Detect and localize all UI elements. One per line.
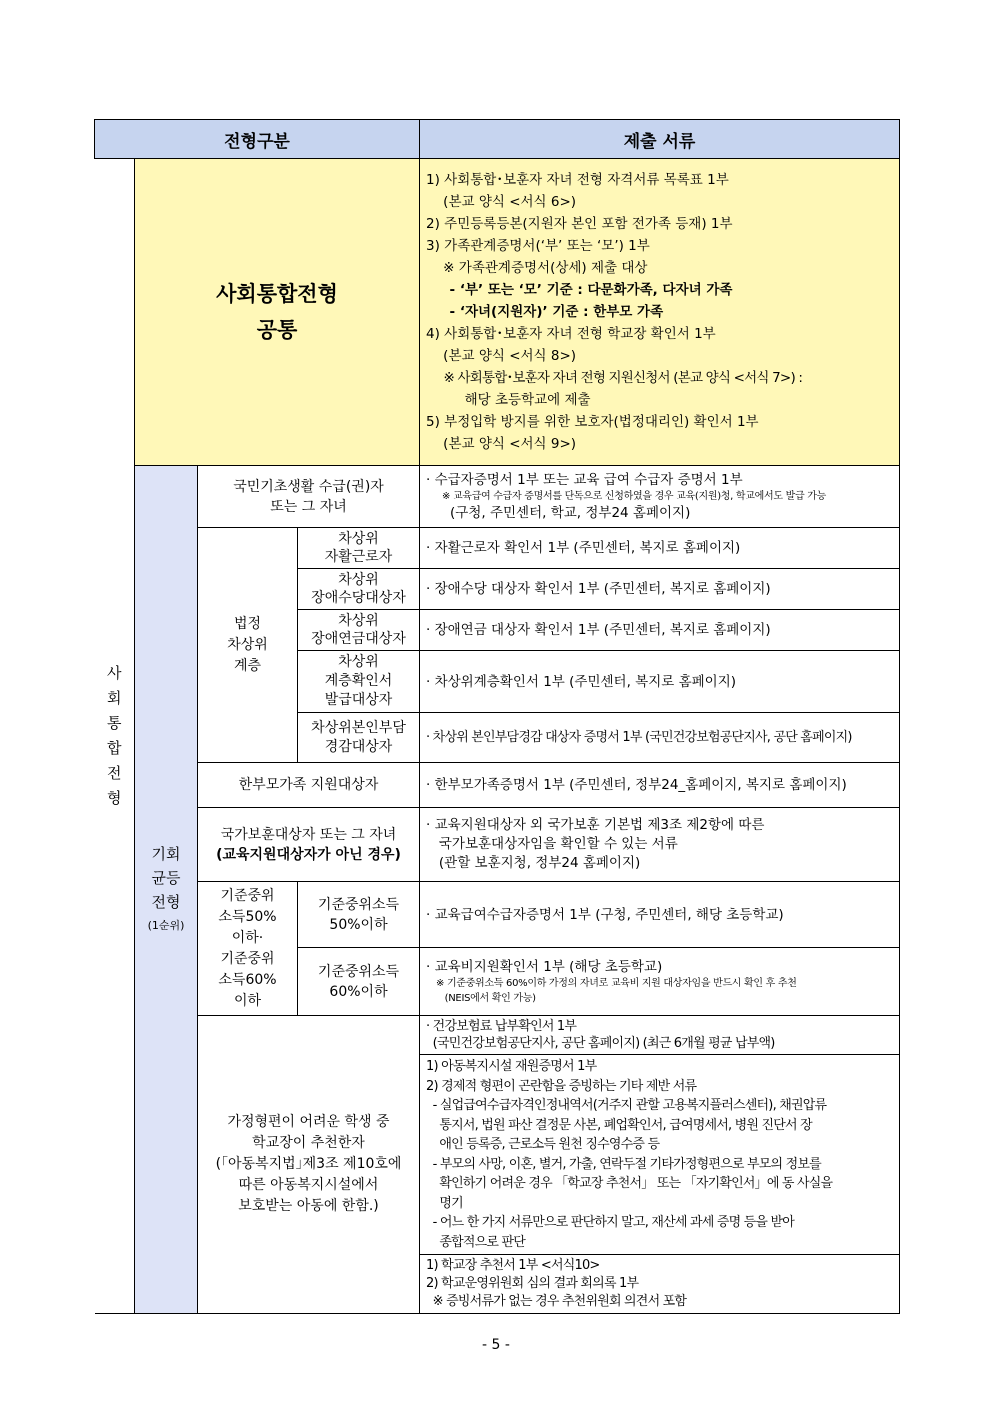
social-integration-group-label: 사 회 통 합 전 형 [95, 159, 135, 1314]
hardship-row [95, 1016, 900, 1055]
near-poverty-sub-category: 차상위 장애수당대상자 [298, 569, 420, 610]
single-parent-row [95, 763, 900, 808]
near-poverty-document: · 차상위계층확인서 1부 (주민센터, 복지로 홈페이지) [420, 651, 900, 713]
basic-living-category: 국민기초생활 수급(권)자 또는 그 자녀 [198, 466, 420, 528]
near-poverty-sub-category: 차상위본인부담 경감대상자 [298, 713, 420, 763]
legal-near-poverty-label: 법정 차상위 계층 [198, 528, 298, 763]
common-documents: 1) 사회통합･보훈자 자녀 전형 자격서류 목록표 1부 (본교 양식 <서식 6>) 2) 주민등록등본(지원자 본인 포함 전가족 등재) 1부 3) 가족관계증명서(‘부’ 또는 ‘모’) 1부 ※ 가족관계증명서(상세) 제출 대상 - ‘부’ 또는 ‘모’ 기준 : 다문화가족, 다자녀 가족 - ‘자녀(지원자)’ 기준 : 한부모 가족 4) 사회통합･보훈자 자녀 전형 학교장 확인서 1부 (본교 양식 <서식 8>) ※ 사회통합･보훈자 자녀 전형 지원신청서 (본교 양식 <서식 7>) : 해당 초등학교에 제출 5) 부정입학 방지를 위한 보호자(법정대리인) 확인서 1부 (본교 양식 <서식 9>) [420, 159, 900, 466]
veterans-row [95, 808, 900, 882]
near-poverty-document: · 자활근로자 확인서 1부 (주민센터, 복지로 홈페이지) [420, 528, 900, 569]
near-poverty-sub-category: 차상위 자활근로자 [298, 528, 420, 569]
near-poverty-document: · 장애연금 대상자 확인서 1부 (주민센터, 복지로 홈페이지) [420, 610, 900, 651]
hardship-insurance-documents: · 건강보험료 납부확인서 1부 (국민건강보험공단지사, 공단 홈페이지) (최근 6개월 평균 납부액) [420, 1016, 900, 1055]
page-number: - 5 - [482, 1337, 510, 1353]
median-income-row [95, 882, 900, 948]
near-poverty-row [95, 528, 900, 569]
near-poverty-document: · 장애수당 대상자 확인서 1부 (주민센터, 복지로 홈페이지) [420, 569, 900, 610]
common-row [95, 159, 900, 466]
median-income-document: · 교육비지원확인서 1부 (해당 초등학교) ※ 기준중위소득 60%이하 가정의 자녀로 교육비 지원 대상자임을 반드시 확인 후 추천 (NEIS에서 확인 가능) [420, 948, 900, 1016]
hardship-category: 가정형편이 어려운 학생 중 학교장이 추천한자 (｢아동복지법｣제3조 제10호에 따른 아동복지시설에서 보호받는 아동에 한함.) [198, 1016, 420, 1314]
common-title: 사회통합전형 공통 [135, 159, 420, 466]
hardship-recommendation-documents: 1) 학교장 추천서 1부 <서식10> 2) 학교운영위원회 심의 결과 회의록 1부 ※ 증빙서류가 없는 경우 추천위원회 의견서 포함 [420, 1255, 900, 1314]
required-documents-table [94, 119, 900, 1314]
near-poverty-document: · 차상위 본인부담경감 대상자 증명서 1부 (국민건강보험공단지사, 공단 홈페이지) [420, 713, 900, 763]
median-income-document: · 교육급여수급자증명서 1부 (구청, 주민센터, 해당 초등학교) [420, 882, 900, 948]
header-documents: 제출 서류 [420, 120, 900, 159]
opportunity-label: 기회 균등 전형 (1순위) [135, 466, 198, 1314]
veterans-documents: · 교육지원대상자 외 국가보훈 기본법 제3조 제2항에 따른 국가보훈대상자임을 확인할 수 있는 서류 (관할 보훈지청, 정부24 홈페이지) [420, 808, 900, 882]
table-header-row [95, 120, 900, 159]
veterans-category: 국가보훈대상자 또는 그 자녀 (교육지원대상자가 아닌 경우) [198, 808, 420, 882]
basic-living-row [95, 466, 900, 528]
near-poverty-sub-category: 차상위 장애연금대상자 [298, 610, 420, 651]
basic-living-documents: · 수급자증명서 1부 또는 교육 급여 수급자 증명서 1부 ※ 교육급여 수급자 증명서를 단독으로 신청하였을 경우 교육(지원)청, 학교에서도 발급 가능 (구청, 주민센터, 학교, 정부24 홈페이지) [420, 466, 900, 528]
median-income-sub-category: 기준중위소득 50%이하 [298, 882, 420, 948]
single-parent-category: 한부모가족 지원대상자 [198, 763, 420, 808]
near-poverty-sub-category: 차상위 계층확인서 발급대상자 [298, 651, 420, 713]
single-parent-document: · 한부모가족증명서 1부 (주민센터, 정부24_홈페이지, 복지로 홈페이지) [420, 763, 900, 808]
hardship-facility-documents: 1) 아동복지시설 재원증명서 1부 2) 경제적 형편이 곤란함을 증빙하는 기타 제반 서류 - 실업급여수급자격인정내역서(거주지 관할 고용복지플러스센터), 채권압류 통지서, 법원 파산 결정문 사본, 폐업확인서, 급여명세서, 병원 진단서 장 애인 등록증, 근로소득 원천 징수영수증 등 - 부모의 사망, 이혼, 별거, 가출, 연락두절 기타가정형편으로 부모의 정보를 확인하기 어려운 경우 「학교장 추천서」 또는 「자기확인서」에 동 사실을 명기 - 어느 한 가지 서류만으로 판단하지 말고, 재산세 과세 증명 등을 받아 종합적으로 판단 [420, 1055, 900, 1255]
header-category: 전형구분 [95, 120, 420, 159]
median-income-sub-category: 기준중위소득 60%이하 [298, 948, 420, 1016]
median-income-label: 기준중위 소득50% 이하· 기준중위 소득60% 이하 [198, 882, 298, 1016]
